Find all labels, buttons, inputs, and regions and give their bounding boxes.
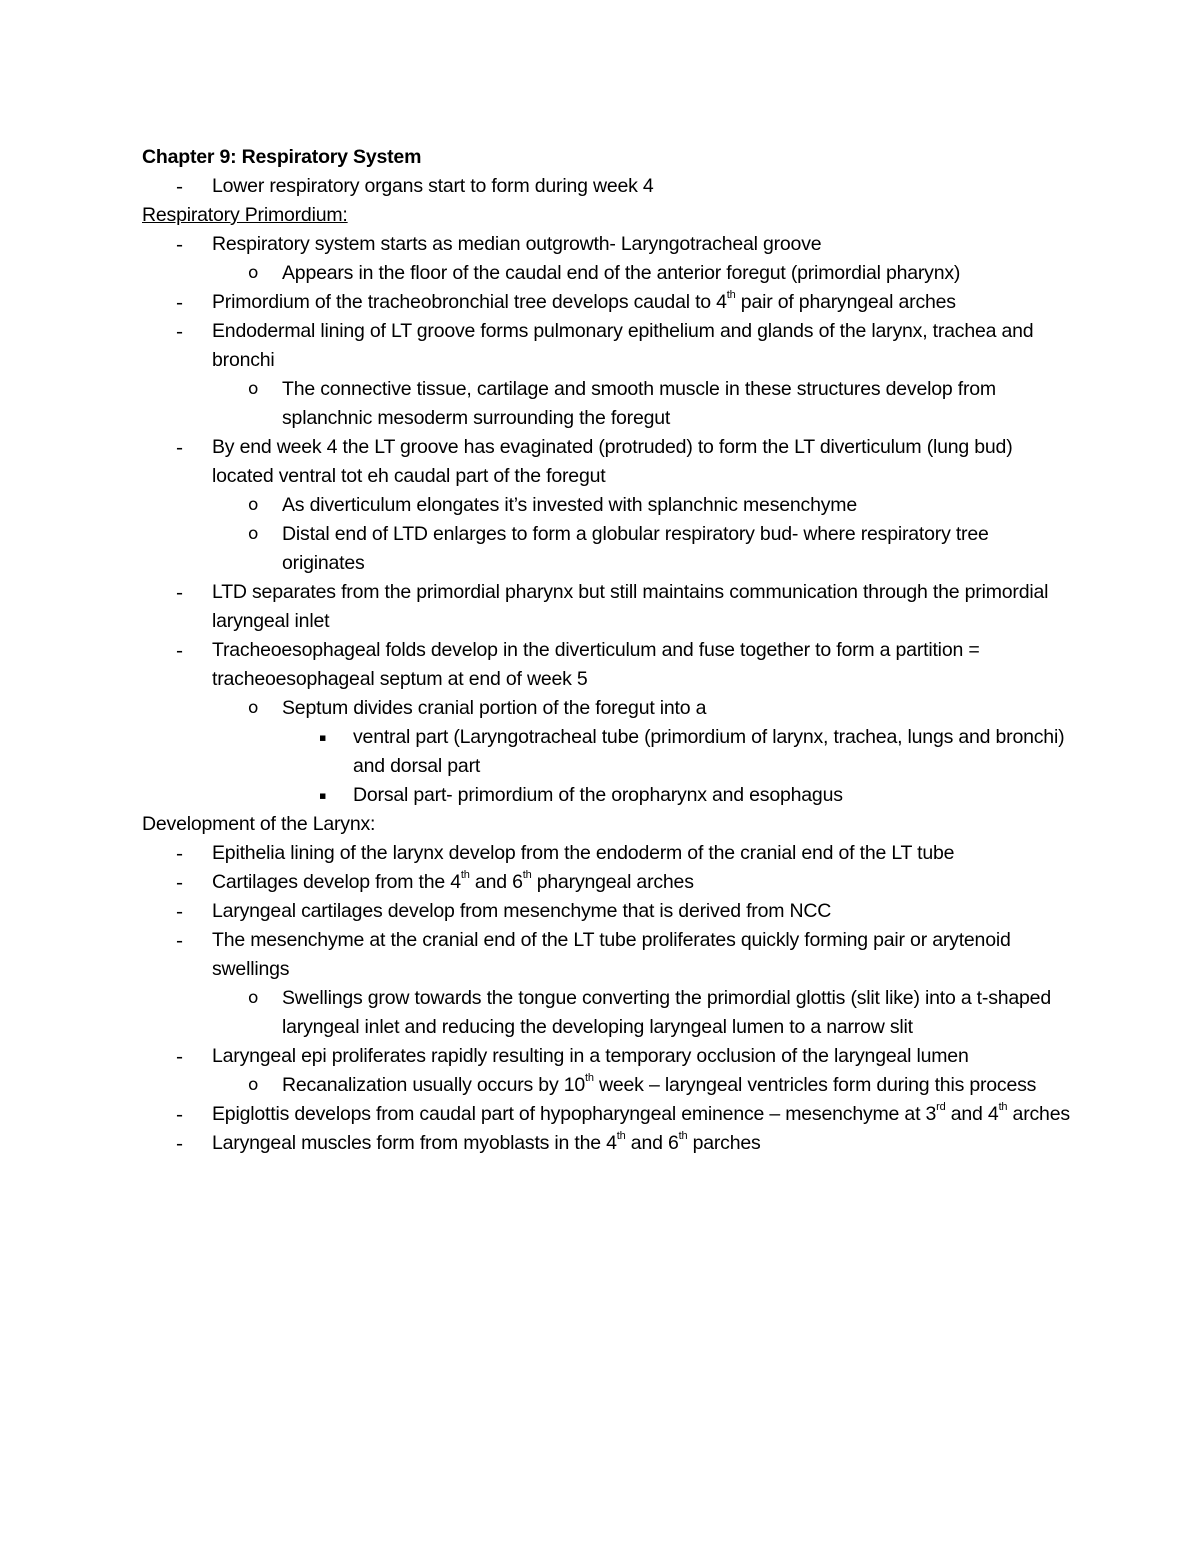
section-title-respiratory-primordium [142,201,1072,230]
dash-bullet: - [176,1045,183,1068]
document-body [142,143,1072,1158]
circle-bullet: o [248,263,259,283]
circle-bullet: o [248,698,259,718]
list-item-text: Epithelia lining of the larynx develop from the endoderm of the cranial end of the LT tube [212,842,955,864]
list-item [142,1100,1072,1129]
square-bullet: ▪ [319,731,327,744]
list-item-text: and 4 [945,1103,999,1125]
list-item-text: Lower respiratory organs start to form during week 4 [212,175,654,197]
list-item-text: Laryngeal cartilages develop from mesenchyme that is derived from NCC [212,900,832,922]
list-item-text: By end week 4 the LT groove has evaginated (protruded) to form the LT diverticulum (lung bud) located ventral tot eh caudal part of the foregut [212,436,1013,487]
section-title-development-of-larynx: Development of the Larynx: [142,813,376,835]
list-item-text: parches [687,1132,761,1154]
list-item-text: arches [1007,1103,1070,1125]
list-item-text: Respiratory system starts as median outgrowth- Laryngotracheal groove [212,233,822,255]
list-item [142,433,1072,491]
dash-bullet: - [176,929,183,952]
circle-bullet: o [248,1075,259,1095]
list-item-text: Laryngeal epi proliferates rapidly resulting in a temporary occlusion of the laryngeal lumen [212,1045,969,1067]
square-bullet: ▪ [319,789,327,802]
dash-bullet: - [176,1103,183,1126]
list-item-text: pharyngeal arches [531,871,694,893]
list-item [142,230,1072,259]
dash-bullet: - [176,1132,183,1155]
list-item [142,926,1072,984]
sub-sub-list-item [142,723,1072,781]
dash-bullet: - [176,320,183,343]
list-item [142,172,1072,201]
dash-bullet: - [176,233,183,256]
dash-bullet: - [176,175,183,198]
section-title-text: Respiratory Primordium: [142,204,348,226]
dash-bullet: - [176,871,183,894]
list-item [142,1042,1072,1071]
sub-list-item [142,259,1072,288]
list-item-text: Epiglottis develops from caudal part of hypopharyngeal eminence – mesenchyme at 3 [212,1103,937,1125]
sub-list-item [142,491,1072,520]
superscript: th [522,868,532,881]
sub-list-item [142,694,1072,723]
sub-list-item-text: Appears in the floor of the caudal end of the anterior foregut (primordial pharynx) [282,262,961,284]
sub-sub-list-item-text: ventral part (Laryngotracheal tube (primordium of larynx, trachea, lungs and bronchi) and dorsal part [353,726,1065,777]
sub-list-item-text: Swellings grow towards the tongue converting the primordial glottis (slit like) into a t-shaped laryngeal inlet and reducing the developing laryngeal lumen to a narrow slit [282,987,1051,1038]
circle-bullet: o [248,495,259,515]
superscript: th [460,868,470,881]
dash-bullet: - [176,436,183,459]
sub-list-item-text: Recanalization usually occurs by 10 [282,1074,586,1096]
superscript: th [678,1129,688,1142]
list-item-text: Laryngeal muscles form from myoblasts in the 4 [212,1132,617,1154]
list-item-text: Primordium of the tracheobronchial tree develops caudal to 4 [212,291,727,313]
superscript: th [616,1129,626,1142]
list-item-text: LTD separates from the primordial pharynx but still maintains communication through the primordial laryngeal inlet [212,581,1049,632]
list-item [142,839,1072,868]
sub-list-item-text: The connective tissue, cartilage and smooth muscle in these structures develop from splanchnic mesoderm surrounding the foregut [282,378,996,429]
sub-list-item [142,375,1072,433]
dash-bullet: - [176,581,183,604]
sub-list-item [142,520,1072,578]
superscript: th [998,1100,1008,1113]
list-item-text: and 6 [469,871,523,893]
list-item-text: Endodermal lining of LT groove forms pulmonary epithelium and glands of the larynx, trachea and bronchi [212,320,1034,371]
sub-list-item-text: week – laryngeal ventricles form during this process [593,1074,1037,1096]
list-item [142,288,1072,317]
list-item-text: Tracheoesophageal folds develop in the diverticulum and fuse together to form a partition = tracheoesophageal septum at end of week 5 [212,639,980,690]
list-item [142,636,1072,694]
circle-bullet: o [248,379,259,399]
dash-bullet: - [176,291,183,314]
superscript: th [726,288,736,301]
chapter-title: Chapter 9: Respiratory System [142,146,422,168]
circle-bullet: o [248,524,259,544]
list-item-text: pair of pharyngeal arches [735,291,956,313]
list-item [142,578,1072,636]
superscript: th [585,1071,594,1084]
list-item [142,868,1072,897]
list-item [142,317,1072,375]
sub-list-item [142,984,1072,1042]
dash-bullet: - [176,842,183,865]
list-item [142,1129,1072,1158]
circle-bullet: o [248,988,259,1008]
dash-bullet: - [176,639,183,662]
list-item-text: Cartilages develop from the 4 [212,871,461,893]
list-item-text: and 6 [625,1132,679,1154]
sub-list-item-text: Septum divides cranial portion of the foregut into a [282,697,707,719]
list-item [142,897,1072,926]
sub-list-item-text: As diverticulum elongates it’s invested with splanchnic mesenchyme [282,494,857,516]
superscript: rd [936,1100,946,1113]
sub-sub-list-item-text: Dorsal part- primordium of the oropharynx and esophagus [353,784,843,806]
sub-list-item [142,1071,1072,1100]
dash-bullet: - [176,900,183,923]
list-item-text: The mesenchyme at the cranial end of the LT tube proliferates quickly forming pair or arytenoid swellings [212,929,1011,980]
sub-list-item-text: Distal end of LTD enlarges to form a globular respiratory bud- where respiratory tree originates [282,523,989,574]
sub-sub-list-item [142,781,1072,810]
